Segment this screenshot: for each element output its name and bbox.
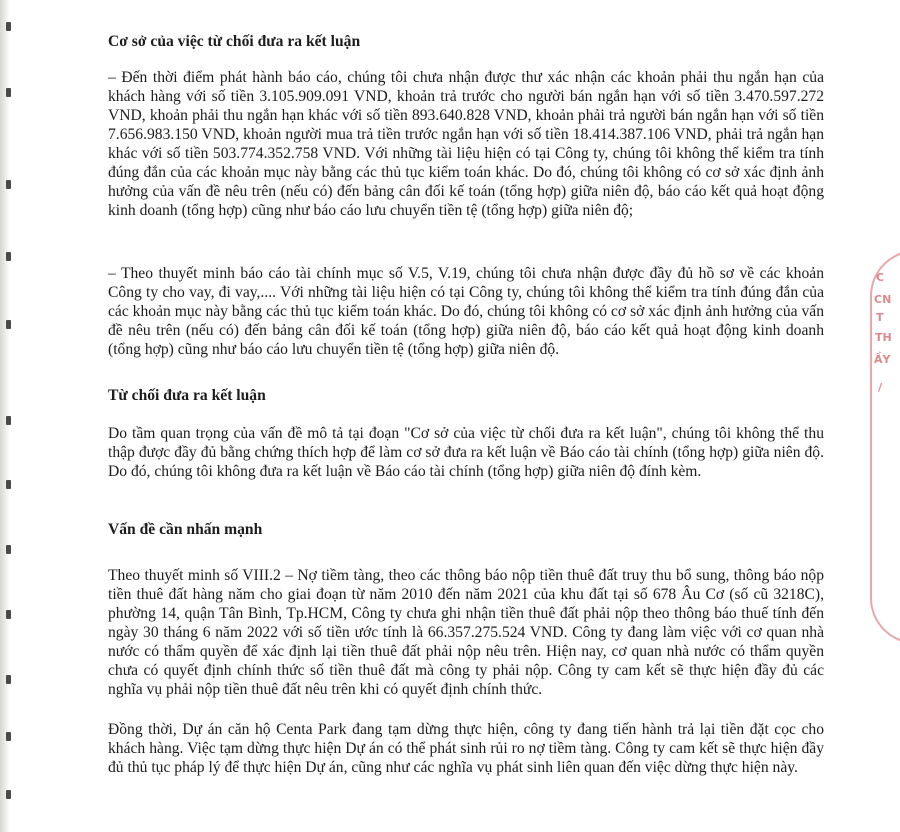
stamp-letter: ẦY (874, 353, 891, 366)
red-stamp (862, 250, 900, 650)
paragraph-basis-2: – Theo thuyết minh báo cáo tài chính mục số V.5, V.19, chúng tôi chưa nhận được đầy đủ hồ sơ về các khoản Công ty cho vay, đi vay,.... Với những tài liệu hiện có tại Công ty, chúng tôi không thể kiểm tra tính đúng đắn của các khoản mục này bằng các thủ tục kiểm toán khác. Do đó, chúng tôi không có cơ sở xác định ảnh hưởng của vấn đề nêu trên (nếu có) đến bảng cân đối kế toán (tổng hợp) giữa niên độ, báo cáo kết quả hoạt động kinh doanh (tổng hợp) cũng như báo cáo lưu chuyển tiền tệ (tổng hợp) giữa niên độ. (108, 265, 824, 358)
heading-emphasis: Vấn đề cần nhấn mạnh (108, 521, 263, 538)
stamp-ring (870, 250, 900, 644)
paragraph-emphasis-1: Theo thuyết minh số VIII.2 – Nợ tiềm tàng, theo các thông báo nộp tiền thuê đất truy thu bổ sung, thông báo nộp tiền thuê đất hàng năm cho giai đoạn từ năm 2010 đến năm 2021 của khu đất tại số 678 Âu Cơ (số cũ 3218C), phường 14, quận Tân Bình, Tp.HCM, Công ty chưa ghi nhận tiền thuê đất phải nộp theo thông báo thuế tính đến ngày 30 tháng 6 năm 2022 với số tiền ước tính là 66.357.275.524 VND. Công ty đang làm việc với cơ quan nhà nước có thẩm quyền để xác định lại tiền thuê đất phải nộp nêu trên. Hiện nay, cơ quan nhà nước có thẩm quyền chưa có quyết định chính thức số tiền thuê đất mà công ty phải nộp. Công ty cam kết sẽ thực hiện đầy đủ các nghĩa vụ phải nộp tiền thuê đất nêu trên khi có quyết định chính thức. (108, 567, 824, 698)
stamp-letter: C (876, 271, 885, 284)
paragraph-emphasis-2: Đồng thời, Dự án căn hộ Centa Park đang tạm dừng thực hiện, công ty đang tiến hành trả lại tiền đặt cọc cho khách hàng. Việc tạm dừng thực hiện Dự án có thể phát sinh rủi ro nợ tiềm tàng. Công ty cam kết sẽ thực hiện đầy đủ thủ tục pháp lý để thực hiện Dự án, cũng như các nghĩa vụ phát sinh liên quan đến việc dừng thực hiện này. (108, 721, 824, 776)
heading-basis-for-disclaimer: Cơ sở của việc từ chối đưa ra kết luận (108, 33, 361, 50)
binding-marks (6, 20, 12, 820)
stamp-letter: TH (875, 331, 892, 344)
stamp-letter: / (878, 381, 883, 394)
paragraph-disclaimer: Do tầm quan trọng của vấn đề mô tả tại đoạn "Cơ sở của việc từ chối đưa ra kết luận", chúng tôi không thể thu thập được đầy đủ bằng chứng thích hợp để làm cơ sở đưa ra kết luận về Báo cáo tài chính (tổng hợp) giữa niên độ. Do đó, chúng tôi không đưa ra kết luận về Báo cáo tài chính (tổng hợp) giữa niên độ đính kèm. (108, 425, 824, 480)
stamp-letter: CN (874, 293, 892, 306)
heading-disclaimer: Từ chối đưa ra kết luận (108, 387, 266, 404)
paragraph-basis-1: – Đến thời điểm phát hành báo cáo, chúng tôi chưa nhận được thư xác nhận các khoản phải thu ngắn hạn của khách hàng với số tiền 3.105.909.091 VND, khoản trả trước cho người bán ngắn hạn với số tiền 3.470.597.272 VND, khoản phải thu ngắn hạn khác với số tiền 893.640.828 VND, khoản phải trả người bán ngắn hạn với số tiền 7.656.983.150 VND, khoản người mua trả tiền trước ngắn hạn với số tiền 18.414.387.106 VND, phải trả ngắn hạn khác với số tiền 503.774.352.758 VND. Với những tài liệu hiện có tại Công ty, chúng tôi không thể kiểm tra tính đúng đắn của các khoản mục này bằng các thủ tục kiểm toán khác. Do đó, chúng tôi không có cơ sở xác định ảnh hưởng của vấn đề nêu trên (nếu có) đến bảng cân đối kế toán (tổng hợp) giữa niên độ, báo cáo kết quả hoạt động kinh doanh (tổng hợp) cũng như báo cáo lưu chuyển tiền tệ (tổng hợp) giữa niên độ; (108, 69, 824, 219)
stamp-letter: T (876, 311, 884, 324)
